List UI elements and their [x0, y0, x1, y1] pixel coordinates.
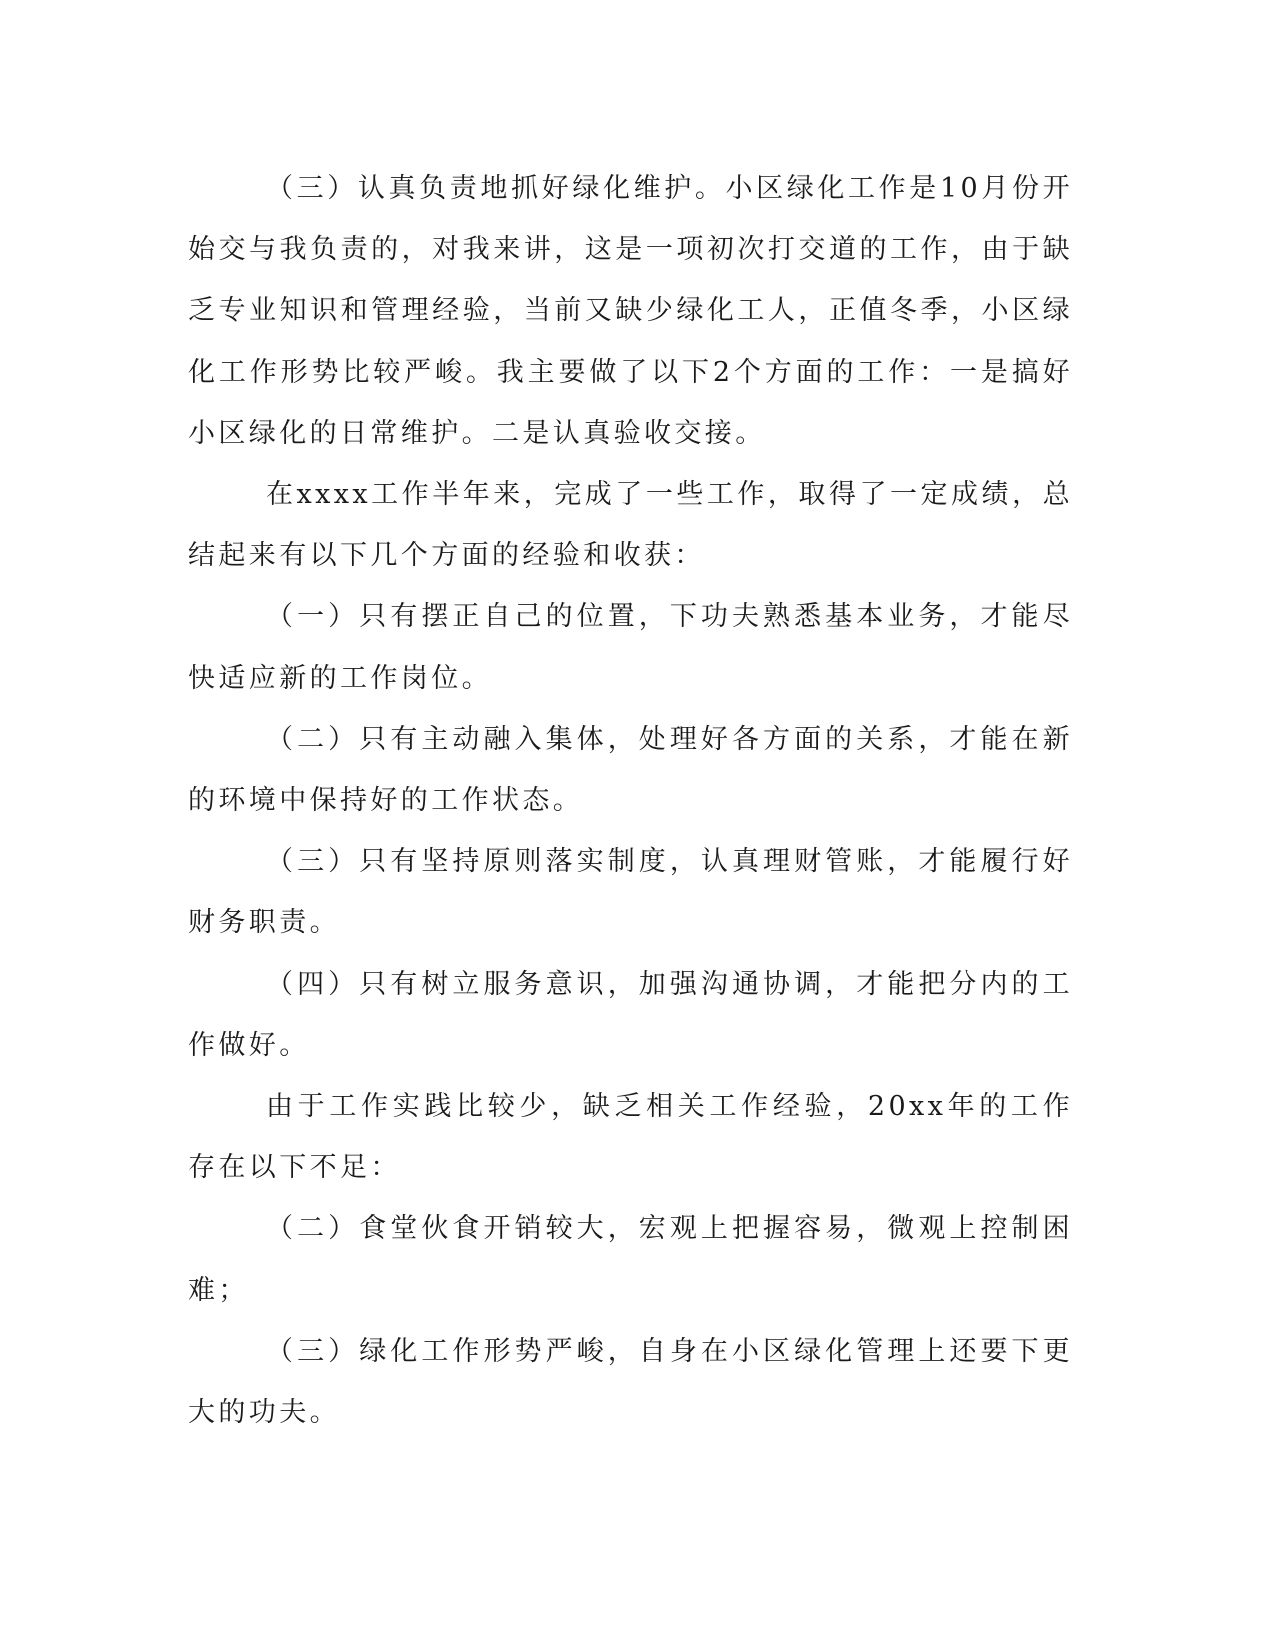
paragraph-greening-maintenance: （三）认真负责地抓好绿化维护。小区绿化工作是10月份开始交与我负责的，对我来讲，这是一项初次打交道的工作，由于缺乏专业知识和管理经验，当前又缺少绿化工人，正值冬季，小区绿化工作形势比较严峻。我主要做了以下2个方面的工作：一是搞好小区绿化的日常维护。二是认真验收交接。: [188, 173, 1073, 449]
paragraph-shortcoming-2: （二）食堂伙食开销较大，宏观上把握容易，微观上控制困难；: [188, 1213, 1073, 1306]
paragraph-experience-2: （二）只有主动融入集体，处理好各方面的关系，才能在新的环境中保持好的工作状态。: [188, 723, 1073, 817]
paragraph-experience-3: （三）只有坚持原则落实制度，认真理财管账，才能履行好财务职责。: [188, 846, 1073, 939]
paragraph-shortcomings-intro: 由于工作实践比较少，缺乏相关工作经验，20xx年的工作存在以下不足：: [188, 1091, 1073, 1184]
paragraph-experience-4: （四）只有树立服务意识，加强沟通协调，才能把分内的工作做好。: [188, 968, 1073, 1061]
document-body: [188, 158, 1073, 1443]
paragraph-experience-intro: 在xxxx工作半年来，完成了一些工作，取得了一定成绩，总结起来有以下几个方面的经验和收获：: [188, 479, 1073, 572]
paragraph-shortcoming-3: （三）绿化工作形势严峻，自身在小区绿化管理上还要下更大的功夫。: [188, 1335, 1073, 1429]
paragraph-experience-1: （一）只有摆正自己的位置，下功夫熟悉基本业务，才能尽快适应新的工作岗位。: [188, 601, 1073, 694]
